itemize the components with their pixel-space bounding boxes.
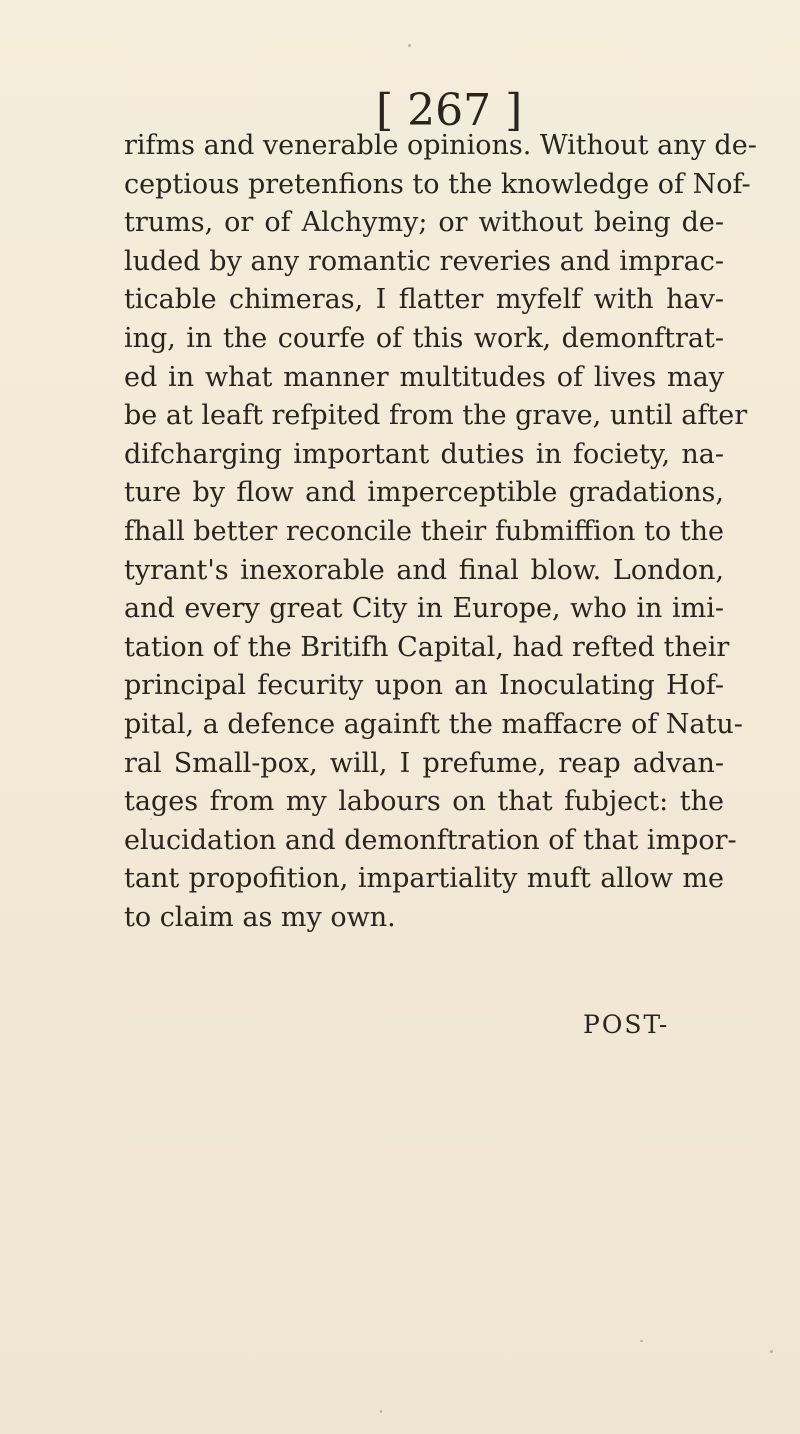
text-line: ceptious pretenfions to the knowledge of Nof- (124, 168, 751, 200)
text-line: tages from my labours on that fubject: the (124, 786, 724, 818)
catchword: POST- (583, 1010, 670, 1039)
text-line: and every great City in Europe, who in imi- (124, 593, 724, 625)
text-line: tyrant's inexorable and final blow. London, (124, 554, 724, 586)
text-line: ing, in the courfe of this work, demonftrat- (124, 322, 724, 354)
paper-speck (770, 1350, 773, 1353)
text-line: elucidation and demonftration of that impor- (124, 824, 737, 856)
text-line: tant propofition, impartiality muft allow me (124, 863, 724, 895)
text-line: luded by any romantic reveries and imprac- (124, 245, 724, 277)
text-line: principal fecurity upon an Inoculating Hof- (124, 670, 724, 702)
body-text (124, 127, 764, 937)
text-line: ed in what manner multitudes of lives may (124, 361, 724, 393)
text-line: be at leaft refpited from the grave, until after (124, 400, 748, 432)
text-line: fhall better reconcile their fubmiffion to the (124, 515, 724, 547)
text-line: difcharging important duties in fociety, na- (124, 438, 724, 470)
paper-speck (408, 44, 411, 47)
text-line: ticable chimeras, I flatter myfelf with hav- (124, 284, 724, 316)
paper-speck (640, 1340, 643, 1342)
text-line: ral Small-pox, will, I prefume, reap advan- (124, 747, 724, 779)
paper-speck (380, 1410, 382, 1413)
text-line: trums, or of Alchymy; or without being de- (124, 207, 724, 239)
text-line: tation of the Britifh Capital, had refted their (124, 631, 730, 663)
page-number-header: [ 267 ] (376, 85, 523, 136)
text-line: to claim as my own. (124, 901, 396, 933)
text-line: ture by flow and imperceptible gradations, (124, 477, 724, 509)
text-line: rifms and venerable opinions. Without any de- (124, 130, 757, 161)
text-line: pital, a defence againft the maffacre of Natu- (124, 708, 743, 740)
paper-speck (150, 818, 152, 820)
